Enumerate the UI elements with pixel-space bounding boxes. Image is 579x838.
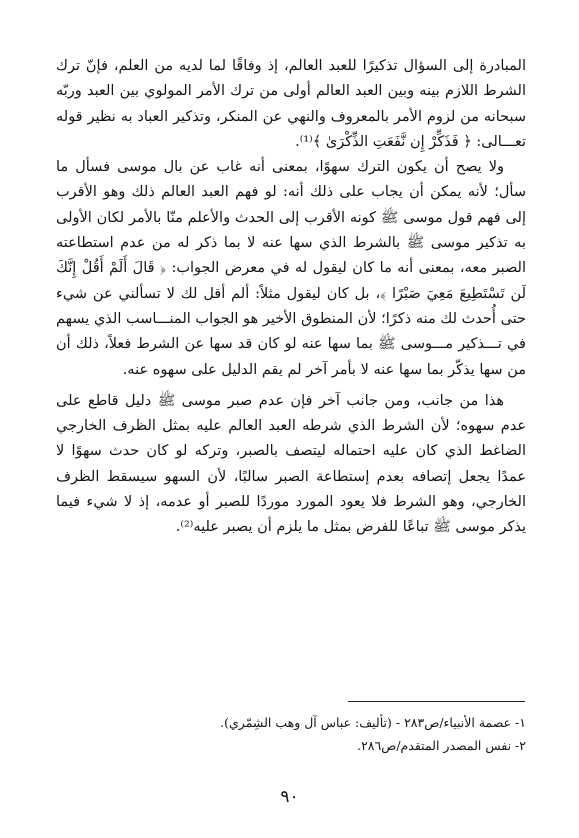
footnote-separator	[348, 701, 525, 702]
footnotes	[56, 711, 526, 757]
paragraph-3: هذا من جانب، ومن جانب آخر فإن عدم صبر موسى ﷺ دليل قاطع على عدم سهوه؛ لأن الشرط الذي شرطه العبد العالم عليه بمثل الظرف الخارجي الضاغط الذي كان عليه احتماله ليتصف بالصبر، وتركه لو كان حدث سهوًا لا عمدًا يجعل إتصافه بعدم إستطاعة الصبر سالبًا، لأن السهو سيسقط الظرف الخارجي، وهو الشرط فلا يعود المورد موردًا للصبر أو عدمه، إذ لا شيء فيما يذكر موسى ﷺ تباعًا للفرض بمثل ما يلزم أن يصبر عليه⁽²⁾.	[56, 392, 526, 536]
paragraph-2: ولا يصح أن يكون الترك سهوًا، بمعنى أنه غاب عن بال موسى فسأل ما سأل؛ لأنه يمكن أن يجاب على ذلك أنه: لو فهم العبد العالم ذلك وهو الأقرب إلى فهم قول موسى ﷺ كونه الأقرب إلى الحدث والأعلم منّا بالأمر لكان الأولى به تذكير موسى ﷺ بالشرط الذي سها عنه لا بما ذكر له من عدم استطاعته الصبر معه، بمعنى أنه ما كان ليقول له في معرض الجواب: ﴿ قَالَ أَلَمْ أَقُلْ إِنَّكَ لَن تَسْتَطِيعَ مَعِيَ صَبْرًا ﴾، بل كان ليقول مثلاً: ألم أقل لك لا تسألني عن شيء حتى أُحدث لك منه ذكرًا؛ لأن المنطوق الأخير هو الجواب المنـــاسب الذي يسهم في تـــذكير مـــوسى ﷺ بما سها عنه لو كان قد سها عن الشرط فعلاً، ذلك أن من سها يذكّر بما سها عنه لا بأمر آخر لم يقم الدليل على سهوه عنه.	[56, 159, 526, 378]
footnote-2: ٢- نفس المصدر المتقدم/ص٢٨٦.	[357, 738, 526, 753]
footnote-1: ١- عصمة الأنبياء/ص٢٨٣ - (تأليف: عباس آل وهب الشِمّري).	[220, 715, 526, 730]
main-text	[56, 54, 526, 541]
page-number: ٩٠	[280, 787, 299, 807]
paragraph-1: المبادرة إلى السؤال تذكيرًا للعبد العالم، إذ وفاقًا لما لديه من العلم، فإنّ ترك الشرط اللازم بينه وبين العبد العالم أولى من ترك الأمر المولوي بين العبد وربّه سبحانه من لزوم الأمر بالمعروف والنهي عن المنكر، وتذكير العباد به نظير قوله تعـــالى: ﴿ فَذَكِّرْ إِن نَّفَعَتِ الذِّكْرَىٰ ﴾⁽¹⁾.	[56, 58, 526, 150]
